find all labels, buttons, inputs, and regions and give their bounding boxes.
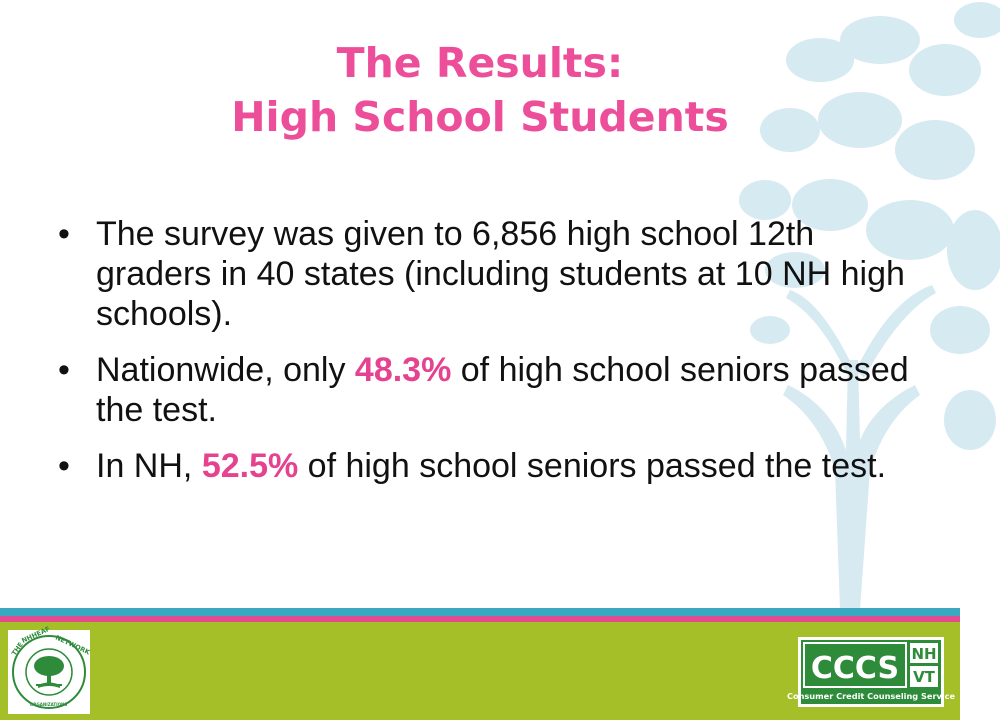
bullet-text: of high school seniors passed the test. — [298, 447, 887, 485]
cccs-logo — [786, 637, 956, 707]
bullet-item — [58, 446, 918, 486]
highlight-percentage: 52.5% — [201, 447, 299, 485]
bullet-list — [58, 214, 918, 502]
svg-text:ORGANIZATIONS: ORGANIZATIONS — [30, 702, 68, 707]
bullet-text: In NH, — [96, 447, 202, 485]
svg-text:Consumer Credit Counseling Ser: Consumer Credit Counseling Service — [786, 691, 956, 701]
bullet-item — [58, 350, 918, 430]
footer-stripe-teal — [0, 608, 960, 616]
bullet-text: Nationwide, only — [96, 351, 355, 389]
svg-text:NHHEAF: NHHEAF — [20, 624, 52, 645]
svg-text:NH: NH — [911, 645, 937, 663]
slide-title — [0, 36, 960, 144]
nhheaf-tree-logo — [8, 624, 92, 714]
title-line-1: The Results: — [336, 39, 624, 87]
title-line-2: High School Students — [231, 93, 729, 141]
bullet-text: The survey was given to 6,856 high school 12th graders in 40 states (including students at 10 NH high schools). — [96, 215, 905, 333]
bullet-dot-icon: • — [58, 447, 70, 485]
svg-text:NETWORK: NETWORK — [54, 633, 92, 657]
highlight-percentage: 48.3% — [354, 351, 452, 389]
svg-text:VT: VT — [913, 668, 935, 686]
bullet-dot-icon: • — [58, 215, 70, 253]
bullet-text: of high school seniors passed the test. — [96, 351, 909, 429]
svg-text:THE: THE — [10, 640, 25, 658]
bullet-dot-icon: • — [58, 351, 70, 389]
bullet-item — [58, 214, 918, 334]
svg-text:CCCS: CCCS — [810, 651, 900, 686]
